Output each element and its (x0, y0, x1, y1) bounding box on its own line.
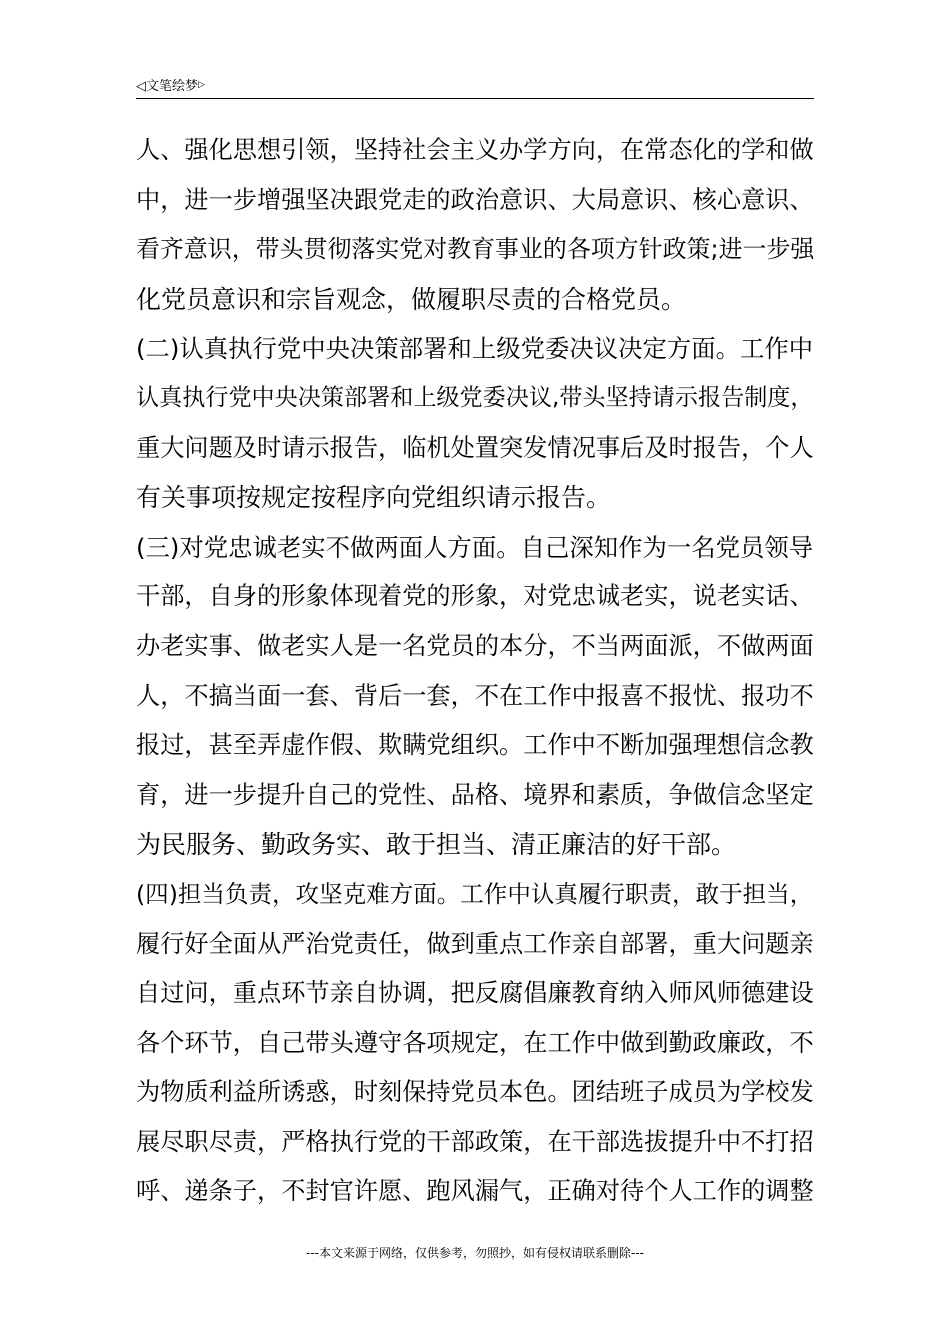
body-line: 人、强化思想引领，坚持社会主义办学方向，在常态化的学和做 (136, 136, 814, 164)
header-title-row (136, 76, 205, 96)
page-footer: ---本文来源于网络，仅供参考，勿照抄，如有侵权请联系删除--- (306, 1246, 644, 1260)
body-line: 自过问，重点环节亲自协调，把反腐倡廉教育纳入师风师德建设 (136, 979, 814, 1008)
body-line: 有关事项按规定按程序向党组织请示报告。 (136, 483, 612, 513)
body-line: 呼、递条子，不封官许愿、跑风漏气，正确对待个人工作的调整 (136, 1177, 814, 1206)
left-triangle-icon: ◁ (136, 79, 146, 94)
body-line: 认真执行党中央决策部署和上级党委决议,带头坚持请示报告制度， (136, 384, 814, 411)
body-line: 中，进一步增强坚决跟党走的政治意识、大局意识、核心意识、 (136, 185, 814, 214)
body-line: (四)担当负责，攻坚克难方面。工作中认真履行职责，敢于担当， (136, 879, 814, 908)
body-line: 育，进一步提升自己的党性、品格、境界和素质，争做信念坚定 (136, 780, 814, 809)
document-body (136, 126, 814, 1217)
body-line: 化党员意识和宗旨观念，做履职尽责的合格党员。 (136, 284, 687, 314)
page-header (136, 74, 814, 99)
body-line: 看齐意识，带头贯彻落实党对教育事业的各项方针政策;进一步强 (136, 235, 815, 264)
body-line: 报过，甚至弄虚作假、欺瞒党组织。工作中不断加强理想信念教 (136, 731, 814, 760)
body-line: (二)认真执行党中央决策部署和上级党委决议决定方面。工作中 (136, 334, 814, 364)
body-line: 为民服务、勤政务实、敢于担当、清正廉洁的好干部。 (136, 830, 737, 860)
body-line: (三)对党忠诚老实不做两面人方面。自己深知作为一名党员领导 (136, 532, 814, 562)
body-line: 为物质利益所诱惑，时刻保持党员本色。团结班子成员为学校发 (136, 1078, 814, 1107)
body-line: 各个环节，自己带头遵守各项规定，在工作中做到勤政廉政，不 (136, 1028, 814, 1057)
header-title: 文笔绘梦 (146, 79, 199, 94)
body-line: 履行好全面从严治党责任，做到重点工作亲自部署，重大问题亲 (136, 929, 814, 958)
body-line: 重大问题及时请示报告，临机处置突发情况事后及时报告，个人 (136, 433, 814, 462)
body-line: 展尽职尽责，严格执行党的干部政策，在干部选拔提升中不打招 (136, 1127, 814, 1156)
body-line: 办老实事、做老实人是一名党员的本分，不当两面派，不做两面 (136, 631, 814, 660)
body-line: 人，不搞当面一套、背后一套，不在工作中报喜不报忧、报功不 (136, 681, 814, 710)
right-triangle-icon: ▷ (198, 80, 205, 90)
body-line: 干部，自身的形象体现着党的形象，对党忠诚老实，说老实话、 (136, 582, 814, 611)
